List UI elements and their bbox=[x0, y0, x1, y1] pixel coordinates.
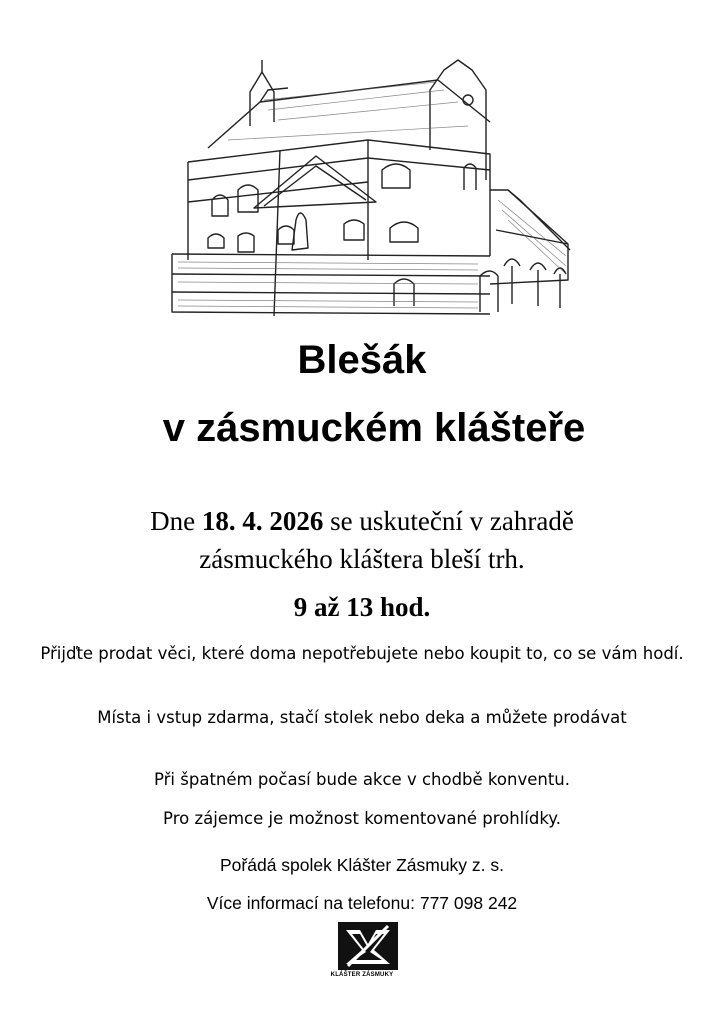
paragraph-free-entry: Místa i vstup zdarma, stačí stolek nebo deka a můžete prodávat bbox=[97, 708, 627, 727]
paragraph-bad-weather: Při špatném počasí bude akce v chodbě konventu. bbox=[153, 770, 570, 789]
intro-line1 bbox=[0, 502, 724, 540]
logo-caption: KLÁŠTER ZÁSMUKY bbox=[330, 972, 394, 978]
paragraph-sell-buy: Přijďte prodat věci, které doma nepotřebujete nebo koupit to, co se vám hodí. bbox=[40, 644, 684, 663]
klaster-zasmuky-logo-icon bbox=[338, 922, 398, 970]
poster-title-line2: v zásmuckém klášteře bbox=[162, 406, 586, 450]
event-hours: 9 až 13 hod. bbox=[293, 592, 431, 622]
intro-line2: zásmuckého kláštera bleší trh. bbox=[199, 544, 525, 574]
organizer-line: Pořádá spolek Klášter Zásmuky z. s. bbox=[220, 855, 504, 875]
paragraph-guided-tours: Pro zájemce je možnost komentované prohlídky. bbox=[163, 809, 561, 828]
monastery-illustration bbox=[168, 30, 592, 320]
poster-title-line1: Blešák bbox=[297, 338, 427, 382]
intro-text-start: Dne bbox=[150, 506, 202, 536]
intro-text-end: se uskuteční v zahradě bbox=[323, 506, 574, 536]
event-date: 18. 4. 2026 bbox=[201, 506, 324, 536]
contact-phone-line: Více informací na telefonu: 777 098 242 bbox=[206, 893, 518, 913]
